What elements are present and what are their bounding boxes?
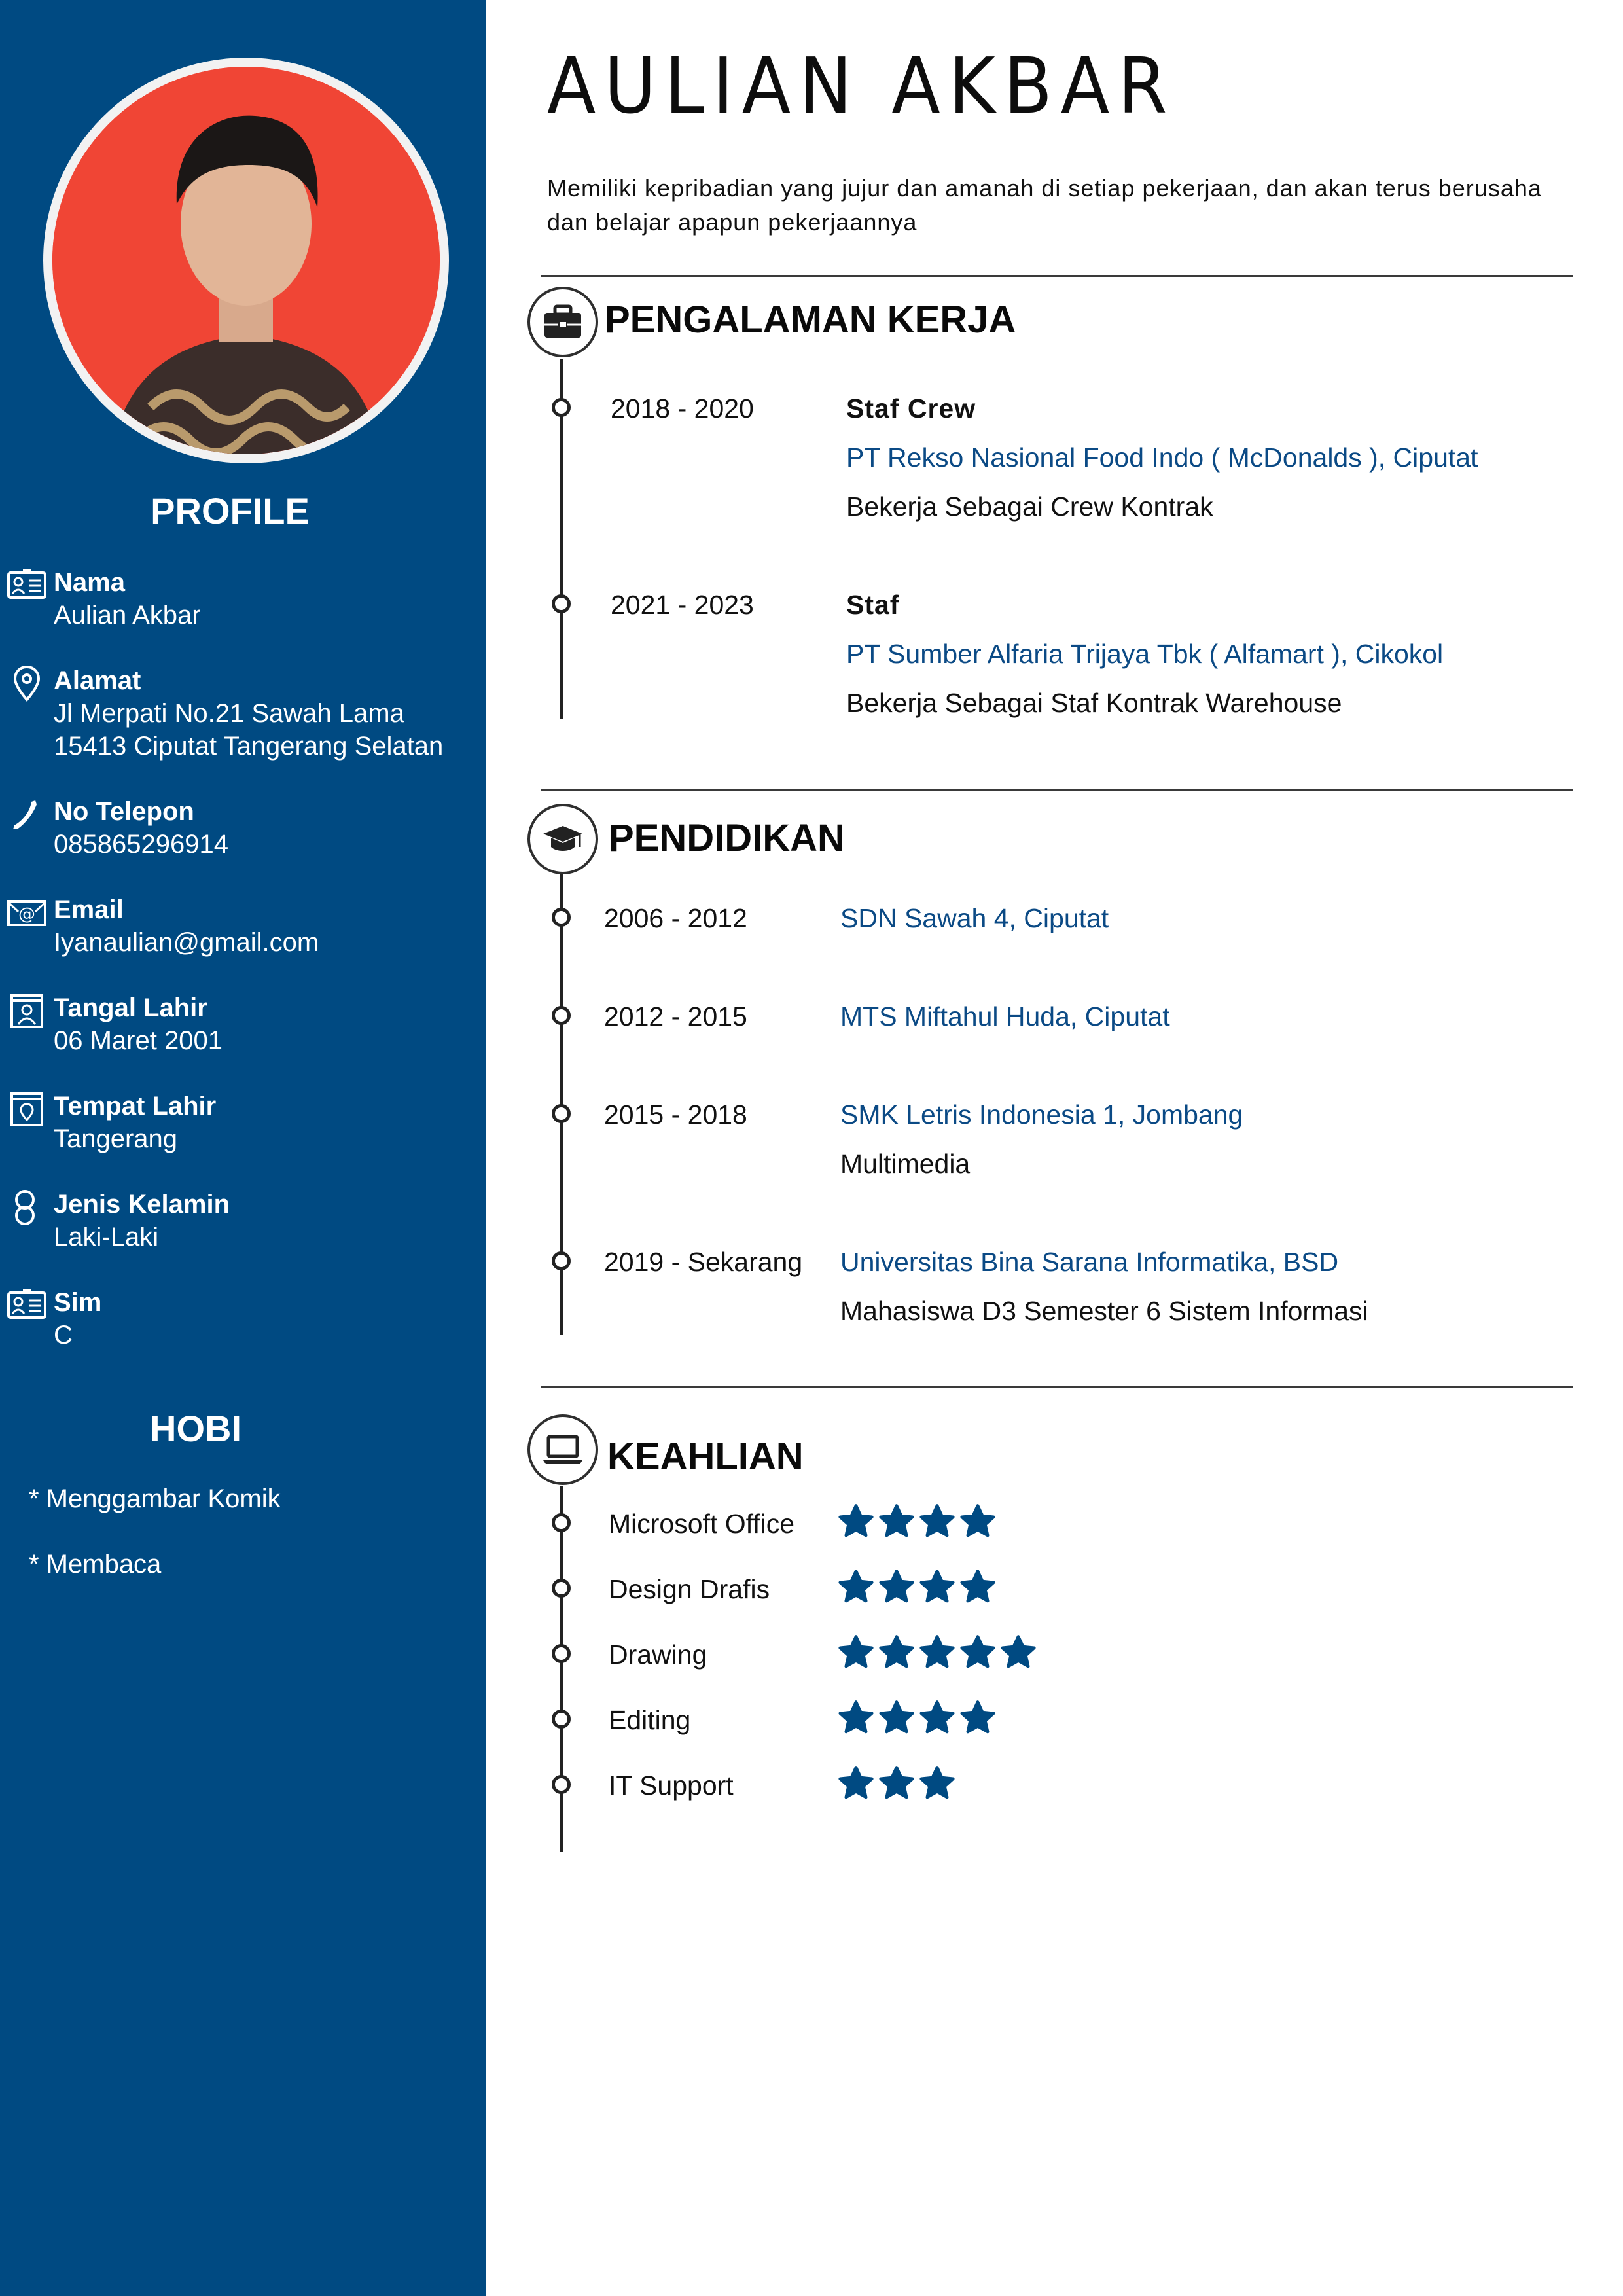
profile-photo [52, 67, 440, 454]
timeline-dot [552, 1104, 571, 1123]
skill-name: IT Support [609, 1770, 734, 1801]
section-icon-education [527, 804, 598, 874]
star-icon [878, 1569, 915, 1605]
timeline-dot [552, 1006, 571, 1025]
education-school: MTS Miftahul Huda, Ciputat [840, 1001, 1170, 1031]
star-icon [878, 1634, 915, 1671]
gender-icon [7, 1188, 47, 1226]
id-card-icon [7, 566, 47, 604]
svg-text:@: @ [18, 905, 35, 924]
divider [541, 275, 1573, 277]
star-icon [959, 1634, 996, 1671]
star-icon [919, 1634, 955, 1671]
education-school: SMK Letris Indonesia 1, Jombang [840, 1100, 1243, 1130]
experience-years: 2021 - 2023 [611, 590, 754, 620]
experience-role: Staf Crew [846, 393, 976, 423]
info-gender [0, 1188, 486, 1260]
star-icon [959, 1503, 996, 1540]
experience-company: PT Rekso Nasional Food Indo ( McDonalds ), Ciputat [846, 442, 1478, 473]
star-icon [838, 1503, 874, 1540]
education-detail: Multimedia [840, 1149, 971, 1179]
section-icon-skills [527, 1414, 598, 1485]
timeline-dot [552, 1710, 571, 1729]
divider [541, 789, 1573, 791]
info-value: Aulian Akbar [54, 601, 201, 630]
info-license [0, 1286, 486, 1358]
graduation-cap-icon [541, 817, 585, 861]
map-icon [7, 1090, 47, 1128]
timeline-dot [552, 1513, 571, 1532]
education-detail: Mahasiswa D3 Semester 6 Sistem Informasi [840, 1296, 1368, 1326]
info-label: Sim [54, 1288, 102, 1317]
info-value: Jl Merpati No.21 Sawah Lama [54, 699, 404, 728]
timeline-dot [552, 1644, 571, 1663]
hobby-item: * Membaca [29, 1550, 162, 1579]
info-value: 085865296914 [54, 830, 228, 859]
info-value: C [54, 1321, 73, 1350]
summary-text: Memiliki kepribadian yang jujur dan amanah di setiap pekerjaan, dan akan terus berusaha dan belajar apapun pekerjaannya [547, 175, 1542, 236]
experience-role: Staf [846, 590, 900, 620]
star-icon [838, 1765, 874, 1802]
timeline-dot [552, 594, 571, 613]
star-icon [838, 1569, 874, 1605]
divider [541, 1386, 1573, 1388]
info-value: Laki-Laki [54, 1223, 159, 1251]
star-icon [959, 1700, 996, 1736]
skill-rating [838, 1503, 996, 1540]
star-icon [919, 1700, 955, 1736]
info-label: Jenis Kelamin [54, 1190, 230, 1219]
timeline-dot [552, 1579, 571, 1598]
star-icon [919, 1569, 955, 1605]
education-years: 2015 - 2018 [604, 1100, 747, 1130]
hobby-heading: HOBI [150, 1408, 241, 1449]
education-years: 2019 - Sekarang [604, 1247, 803, 1277]
experience-years: 2018 - 2020 [611, 393, 754, 423]
license-card-icon [7, 1286, 47, 1324]
section-title-education: PENDIDIKAN [609, 817, 845, 859]
info-address [0, 664, 486, 769]
star-icon [919, 1503, 955, 1540]
education-school: Universitas Bina Sarana Informatika, BSD [840, 1247, 1339, 1277]
timeline-line [560, 1486, 563, 1852]
phone-icon [7, 795, 47, 833]
location-pin-icon [7, 664, 47, 702]
info-value: 06 Maret 2001 [54, 1026, 223, 1055]
skill-rating [838, 1569, 996, 1605]
profile-heading: PROFILE [151, 490, 310, 531]
star-icon [878, 1503, 915, 1540]
info-label: Nama [54, 568, 125, 597]
timeline-dot [552, 908, 571, 927]
skill-name: Editing [609, 1705, 691, 1735]
info-name [0, 566, 486, 638]
info-value-line2: 15413 Ciputat Tangerang Selatan [54, 732, 444, 761]
star-icon [878, 1765, 915, 1802]
star-icon [838, 1634, 874, 1671]
info-email [0, 893, 486, 965]
person-name: AULIAN AKBAR [547, 41, 1176, 131]
laptop-icon [541, 1427, 585, 1472]
timeline-dot [552, 398, 571, 417]
skill-name: Microsoft Office [609, 1509, 795, 1539]
timeline-dot [552, 1251, 571, 1270]
info-label: Tempat Lahir [54, 1092, 217, 1121]
skill-name: Drawing [609, 1640, 707, 1670]
star-icon [838, 1700, 874, 1736]
hobby-item: * Menggambar Komik [29, 1484, 281, 1513]
experience-desc: Bekerja Sebagai Crew Kontrak [846, 492, 1213, 522]
info-label: Alamat [54, 666, 141, 695]
star-icon [878, 1700, 915, 1736]
star-icon [1000, 1634, 1037, 1671]
info-birthplace [0, 1090, 486, 1162]
info-label: Email [54, 895, 124, 924]
experience-company: PT Sumber Alfaria Trijaya Tbk ( Alfamart ), Cikokol [846, 639, 1444, 669]
star-icon [959, 1569, 996, 1605]
education-years: 2012 - 2015 [604, 1001, 747, 1031]
info-value: Iyanaulian@gmail.com [54, 928, 319, 957]
email-icon [7, 893, 47, 931]
skill-rating [838, 1765, 955, 1802]
education-years: 2006 - 2012 [604, 903, 747, 933]
info-label: No Telepon [54, 797, 194, 826]
section-icon-experience [527, 287, 598, 357]
section-title-skills: KEAHLIAN [607, 1435, 804, 1478]
section-title-experience: PENGALAMAN KERJA [605, 298, 1016, 341]
info-birthdate [0, 992, 486, 1064]
experience-desc: Bekerja Sebagai Staf Kontrak Warehouse [846, 688, 1342, 718]
education-school: SDN Sawah 4, Ciputat [840, 903, 1109, 933]
calendar-person-icon [7, 992, 47, 1030]
skill-rating [838, 1634, 1037, 1671]
timeline-dot [552, 1775, 571, 1794]
skill-name: Design Drafis [609, 1574, 770, 1604]
briefcase-icon [541, 300, 585, 344]
person-portrait-icon [52, 67, 440, 454]
star-icon [919, 1765, 955, 1802]
info-value: Tangerang [54, 1124, 178, 1153]
skill-rating [838, 1700, 996, 1736]
info-phone [0, 795, 486, 867]
info-label: Tangal Lahir [54, 994, 207, 1022]
